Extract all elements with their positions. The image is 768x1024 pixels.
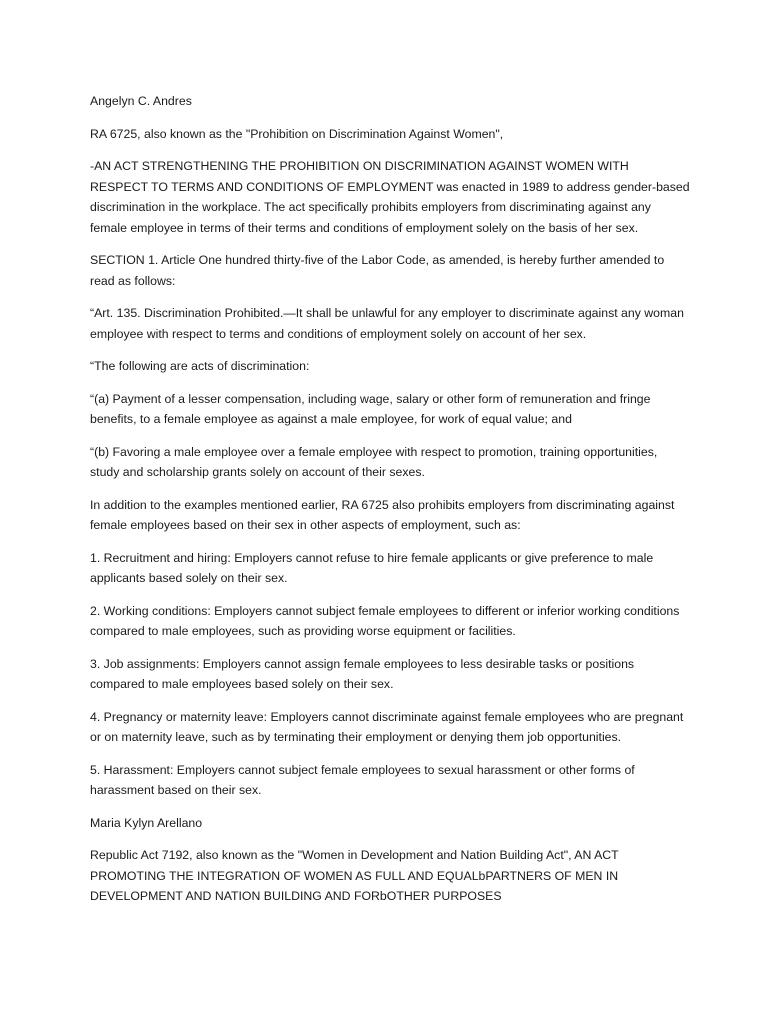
- list-item-recruitment: 1. Recruitment and hiring: Employers cannot refuse to hire female applicants or give preference to male applicants based solely on their sex.: [90, 550, 654, 585]
- list-item-working-conditions: 2. Working conditions: Employers cannot subject female employees to different or inferior working conditions compared to male employees, such as providing worse equipment or facilities.: [90, 603, 680, 638]
- paragraph-act-description: -AN ACT STRENGTHENING THE PROHIBITION ON DISCRIMINATION AGAINST WOMEN WITH RESPECT TO TERMS AND CONDITIONS OF EMPLOYMENT was enacted in 1989 to address gender-based discrimination in the workplace. The act specifically prohibits employers from discriminating against any female employee in terms of their terms and conditions of employment solely on the basis of her sex.: [90, 159, 690, 235]
- paragraph-additional-examples: In addition to the examples mentioned earlier, RA 6725 also prohibits employers from discriminating against female employees based on their sex in other aspects of employment, such as:: [90, 497, 675, 532]
- paragraph-ra-7192: Republic Act 7192, also known as the "Women in Development and Nation Building Act", AN ACT PROMOTING THE INTEGRATION OF WOMEN AS FULL AND EQUALbPARTNERS OF MEN IN DEVELOPMENT AND NATION BUILDING AND FORbOTHER PURPOSES: [90, 848, 619, 903]
- paragraph-section-1: SECTION 1. Article One hundred thirty-five of the Labor Code, as amended, is hereby further amended to read as follows:: [90, 253, 665, 288]
- paragraph-article-135: “Art. 135. Discrimination Prohibited.—It shall be unlawful for any employer to discriminate against any woman employee with respect to terms and conditions of employment solely on account of her sex.: [90, 306, 684, 341]
- author-name: Angelyn C. Andres: [90, 94, 192, 108]
- paragraph-acts-intro: “The following are acts of discrimination:: [90, 359, 310, 373]
- list-item-job-assignments: 3. Job assignments: Employers cannot assign female employees to less desirable tasks or positions compared to male employees based solely on their sex.: [90, 656, 635, 691]
- paragraph-act-title: RA 6725, also known as the "Prohibition on Discrimination Against Women",: [90, 126, 504, 141]
- document-body: [90, 91, 690, 919]
- paragraph-clause-b: “(b) Favoring a male employee over a female employee with respect to promotion, training opportunities, study and scholarship grants solely on account of their sexes.: [90, 444, 658, 479]
- author-name-2: Maria Kylyn Arellano: [90, 815, 203, 830]
- list-item-pregnancy-leave: 4. Pregnancy or maternity leave: Employers cannot discriminate against female employees who are pregnant or on maternity leave, such as by terminating their employment or denying them job opportunities.: [90, 709, 684, 744]
- list-item-harassment: 5. Harassment: Employers cannot subject female employees to sexual harassment or other forms of harassment based on their sex.: [90, 762, 635, 797]
- paragraph-clause-a: “(a) Payment of a lesser compensation, including wage, salary or other form of remuneration and fringe benefits, to a female employee as against a male employee, for work of equal value; and: [90, 391, 651, 426]
